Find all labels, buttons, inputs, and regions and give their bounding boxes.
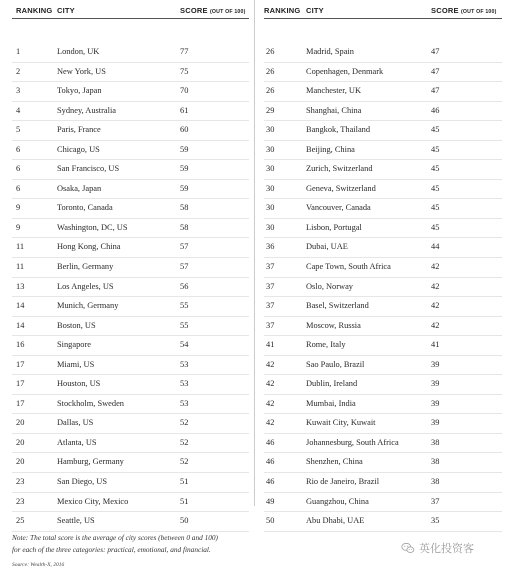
table-row bbox=[264, 219, 502, 239]
score-cell: 39 bbox=[431, 379, 440, 389]
table-row bbox=[12, 258, 249, 278]
city-cell: Lisbon, Portugal bbox=[306, 222, 362, 232]
score-cell: 61 bbox=[180, 105, 189, 115]
city-cell: Madrid, Spain bbox=[306, 47, 354, 56]
table-row bbox=[12, 512, 249, 532]
city-cell: Los Angeles, US bbox=[57, 281, 114, 291]
rank-cell: 17 bbox=[16, 359, 25, 369]
rank-cell: 20 bbox=[16, 437, 25, 447]
rank-cell: 42 bbox=[266, 379, 275, 389]
score-cell: 51 bbox=[180, 496, 189, 506]
header-score-label: SCORE bbox=[431, 6, 459, 15]
table-row bbox=[264, 356, 502, 376]
table-row bbox=[12, 395, 249, 415]
city-cell: Beijing, China bbox=[306, 144, 355, 154]
score-cell: 53 bbox=[180, 379, 189, 389]
table-row bbox=[264, 493, 502, 513]
rank-cell: 6 bbox=[16, 144, 21, 154]
score-cell: 53 bbox=[180, 398, 189, 408]
watermark bbox=[401, 540, 474, 556]
header-score-label: SCORE bbox=[180, 6, 208, 15]
rank-cell: 16 bbox=[16, 340, 25, 350]
city-cell: Sao Paulo, Brazil bbox=[306, 359, 365, 369]
city-cell: Abu Dhabi, UAE bbox=[306, 516, 365, 526]
score-cell: 38 bbox=[431, 437, 440, 447]
city-cell: Miami, US bbox=[57, 359, 95, 369]
rank-cell: 20 bbox=[16, 457, 25, 467]
table-row bbox=[264, 512, 502, 532]
table-header bbox=[264, 0, 502, 19]
rank-cell: 46 bbox=[266, 477, 275, 487]
table-row bbox=[264, 375, 502, 395]
city-cell: Chicago, US bbox=[57, 144, 100, 154]
city-cell: Dallas, US bbox=[57, 418, 94, 428]
table-row bbox=[264, 160, 502, 180]
wechat-icon bbox=[401, 541, 415, 555]
score-cell: 52 bbox=[180, 457, 189, 467]
table-row bbox=[264, 82, 502, 102]
city-cell: Tokyo, Japan bbox=[57, 86, 102, 96]
city-cell: Mexico City, Mexico bbox=[57, 496, 129, 506]
city-cell: Shanghai, China bbox=[306, 105, 362, 115]
table-row bbox=[12, 453, 249, 473]
rank-cell: 37 bbox=[266, 281, 275, 291]
city-cell: Stockholm, Sweden bbox=[57, 398, 124, 408]
rank-cell: 4 bbox=[16, 105, 21, 115]
table-row bbox=[12, 43, 249, 63]
table-row bbox=[12, 473, 249, 493]
score-cell: 45 bbox=[431, 144, 440, 154]
score-cell: 42 bbox=[431, 262, 440, 272]
score-cell: 38 bbox=[431, 457, 440, 467]
rank-cell: 41 bbox=[266, 340, 275, 350]
rank-cell: 46 bbox=[266, 457, 275, 467]
city-cell: Moscow, Russia bbox=[306, 320, 361, 330]
rank-cell: 11 bbox=[16, 242, 25, 252]
score-cell: 70 bbox=[180, 86, 189, 96]
header-ranking: RANKING bbox=[264, 6, 301, 15]
score-cell: 47 bbox=[431, 47, 440, 56]
table-row bbox=[12, 434, 249, 454]
rank-cell: 30 bbox=[266, 203, 275, 213]
city-cell: Hamburg, Germany bbox=[57, 457, 124, 467]
rank-cell: 14 bbox=[16, 320, 25, 330]
score-cell: 55 bbox=[180, 320, 189, 330]
footnote bbox=[12, 532, 342, 556]
rank-cell: 17 bbox=[16, 398, 25, 408]
rank-cell: 42 bbox=[266, 418, 275, 428]
score-cell: 39 bbox=[431, 359, 440, 369]
table-row bbox=[264, 199, 502, 219]
score-cell: 45 bbox=[431, 164, 440, 174]
city-cell: San Diego, US bbox=[57, 477, 108, 487]
city-cell: Atlanta, US bbox=[57, 437, 97, 447]
table-row bbox=[12, 180, 249, 200]
rank-cell: 9 bbox=[16, 203, 21, 213]
score-cell: 37 bbox=[431, 496, 440, 506]
score-cell: 42 bbox=[431, 301, 440, 311]
rank-cell: 49 bbox=[266, 496, 275, 506]
rank-cell: 3 bbox=[16, 86, 21, 96]
table-row bbox=[12, 82, 249, 102]
table-row bbox=[264, 297, 502, 317]
city-cell: Paris, France bbox=[57, 125, 101, 135]
score-cell: 51 bbox=[180, 477, 189, 487]
table-body bbox=[264, 43, 502, 532]
city-cell: Boston, US bbox=[57, 320, 96, 330]
score-cell: 58 bbox=[180, 203, 189, 213]
rank-cell: 30 bbox=[266, 222, 275, 232]
header-score bbox=[180, 6, 246, 15]
table-row bbox=[12, 493, 249, 513]
table-row bbox=[264, 180, 502, 200]
score-cell: 47 bbox=[431, 86, 440, 96]
table-row bbox=[12, 317, 249, 337]
table-row bbox=[12, 160, 249, 180]
table-row bbox=[264, 141, 502, 161]
city-cell: London, UK bbox=[57, 47, 100, 56]
score-cell: 39 bbox=[431, 418, 440, 428]
score-cell: 45 bbox=[431, 203, 440, 213]
table-row bbox=[12, 238, 249, 258]
header-score-sub: (OUT OF 100) bbox=[209, 9, 246, 15]
rank-cell: 20 bbox=[16, 418, 25, 428]
table-row bbox=[12, 375, 249, 395]
score-cell: 42 bbox=[431, 320, 440, 330]
city-cell: Toronto, Canada bbox=[57, 203, 113, 213]
table-row bbox=[264, 63, 502, 83]
table-row bbox=[264, 121, 502, 141]
ranking-table-left bbox=[12, 0, 249, 532]
rank-cell: 11 bbox=[16, 262, 25, 272]
header-city: CITY bbox=[57, 6, 75, 15]
table-row bbox=[264, 317, 502, 337]
score-cell: 58 bbox=[180, 222, 189, 232]
rank-cell: 37 bbox=[266, 262, 275, 272]
rank-cell: 42 bbox=[266, 398, 275, 408]
city-cell: Dublin, Ireland bbox=[306, 379, 358, 389]
city-cell: Johannesburg, South Africa bbox=[306, 437, 399, 447]
rank-cell: 42 bbox=[266, 359, 275, 369]
watermark-text: 英化投资客 bbox=[419, 542, 474, 555]
rank-cell: 50 bbox=[266, 516, 275, 526]
score-cell: 59 bbox=[180, 183, 189, 193]
table-row bbox=[12, 336, 249, 356]
rank-cell: 23 bbox=[16, 477, 25, 487]
city-cell: Vancouver, Canada bbox=[306, 203, 371, 213]
rank-cell: 17 bbox=[16, 379, 25, 389]
score-cell: 47 bbox=[431, 66, 440, 76]
city-cell: Shenzhen, China bbox=[306, 457, 363, 467]
city-cell: Basel, Switzerland bbox=[306, 301, 369, 311]
rank-cell: 36 bbox=[266, 242, 275, 252]
score-cell: 59 bbox=[180, 144, 189, 154]
score-cell: 50 bbox=[180, 516, 189, 526]
city-cell: Oslo, Norway bbox=[306, 281, 353, 291]
ranking-table-right bbox=[264, 0, 502, 532]
city-cell: Kuwait City, Kuwait bbox=[306, 418, 376, 428]
score-cell: 59 bbox=[180, 164, 189, 174]
score-cell: 39 bbox=[431, 398, 440, 408]
city-cell: Zurich, Switzerland bbox=[306, 164, 373, 174]
header-score bbox=[431, 6, 497, 15]
rank-cell: 30 bbox=[266, 125, 275, 135]
table-row bbox=[264, 278, 502, 298]
rank-cell: 5 bbox=[16, 125, 21, 135]
table-row bbox=[12, 356, 249, 376]
table-row bbox=[264, 453, 502, 473]
rank-cell: 2 bbox=[16, 66, 21, 76]
table-row bbox=[12, 278, 249, 298]
rank-cell: 46 bbox=[266, 437, 275, 447]
score-cell: 45 bbox=[431, 125, 440, 135]
city-cell: Copenhagen, Denmark bbox=[306, 66, 384, 76]
score-cell: 77 bbox=[180, 47, 189, 56]
city-cell: Mumbai, India bbox=[306, 398, 356, 408]
score-cell: 45 bbox=[431, 183, 440, 193]
score-cell: 38 bbox=[431, 477, 440, 487]
city-cell: Guangzhou, China bbox=[306, 496, 369, 506]
city-cell: Rio de Janeiro, Brazil bbox=[306, 477, 380, 487]
score-cell: 53 bbox=[180, 359, 189, 369]
table-row bbox=[264, 434, 502, 454]
rank-cell: 6 bbox=[16, 164, 21, 174]
table-row bbox=[264, 258, 502, 278]
rank-cell: 13 bbox=[16, 281, 25, 291]
table-row bbox=[264, 336, 502, 356]
city-cell: San Francisco, US bbox=[57, 164, 120, 174]
score-cell: 75 bbox=[180, 66, 189, 76]
city-cell: Seattle, US bbox=[57, 516, 95, 526]
header-ranking: RANKING bbox=[16, 6, 53, 15]
score-cell: 42 bbox=[431, 281, 440, 291]
table-row bbox=[12, 297, 249, 317]
table-row bbox=[12, 414, 249, 434]
city-cell: Osaka, Japan bbox=[57, 183, 102, 193]
table-row bbox=[12, 63, 249, 83]
city-cell: Sydney, Australia bbox=[57, 105, 117, 115]
rank-cell: 37 bbox=[266, 320, 275, 330]
city-cell: Bangkok, Thailand bbox=[306, 125, 371, 135]
rank-cell: 26 bbox=[266, 86, 275, 96]
table-body bbox=[12, 43, 249, 532]
city-cell: Berlin, Germany bbox=[57, 262, 114, 272]
header-city: CITY bbox=[306, 6, 324, 15]
city-cell: Dubai, UAE bbox=[306, 242, 348, 252]
table-row bbox=[264, 43, 502, 63]
table-row bbox=[264, 102, 502, 122]
table-row bbox=[264, 395, 502, 415]
score-cell: 41 bbox=[431, 340, 440, 350]
score-cell: 52 bbox=[180, 437, 189, 447]
city-cell: Manchester, UK bbox=[306, 86, 362, 96]
table-row bbox=[264, 414, 502, 434]
rank-cell: 30 bbox=[266, 164, 275, 174]
table-row bbox=[12, 121, 249, 141]
rank-cell: 23 bbox=[16, 496, 25, 506]
table-row bbox=[264, 238, 502, 258]
rank-cell: 26 bbox=[266, 47, 275, 56]
score-cell: 52 bbox=[180, 418, 189, 428]
table-row bbox=[12, 141, 249, 161]
rank-cell: 6 bbox=[16, 183, 21, 193]
city-cell: Rome, Italy bbox=[306, 340, 346, 350]
score-cell: 57 bbox=[180, 242, 189, 252]
city-cell: Cape Town, South Africa bbox=[306, 262, 391, 272]
table-header bbox=[12, 0, 249, 19]
rank-cell: 14 bbox=[16, 301, 25, 311]
city-cell: Geneva, Switzerland bbox=[306, 183, 376, 193]
score-cell: 46 bbox=[431, 105, 440, 115]
rank-cell: 9 bbox=[16, 222, 21, 232]
rank-cell: 30 bbox=[266, 144, 275, 154]
city-cell: New York, US bbox=[57, 66, 106, 76]
rank-cell: 29 bbox=[266, 105, 275, 115]
city-cell: Washington, DC, US bbox=[57, 222, 128, 232]
rank-cell: 37 bbox=[266, 301, 275, 311]
footnote-line-1: Note: The total score is the average of city scores (between 0 and 100) bbox=[12, 533, 218, 542]
rank-cell: 25 bbox=[16, 516, 25, 526]
table-row bbox=[12, 219, 249, 239]
score-cell: 55 bbox=[180, 301, 189, 311]
rank-cell: 26 bbox=[266, 66, 275, 76]
score-cell: 44 bbox=[431, 242, 440, 252]
score-cell: 56 bbox=[180, 281, 189, 291]
score-cell: 45 bbox=[431, 222, 440, 232]
rank-cell: 1 bbox=[16, 47, 21, 56]
table-row bbox=[12, 199, 249, 219]
rank-cell: 30 bbox=[266, 183, 275, 193]
score-cell: 35 bbox=[431, 516, 440, 526]
city-cell: Hong Kong, China bbox=[57, 242, 121, 252]
source-note: Source: Wealth-X, 2016 bbox=[12, 562, 65, 568]
column-divider bbox=[254, 0, 255, 506]
footnote-line-2: for each of the three categories: practical, emotional, and financial. bbox=[12, 545, 211, 554]
score-cell: 54 bbox=[180, 340, 189, 350]
score-cell: 57 bbox=[180, 262, 189, 272]
table-row bbox=[264, 473, 502, 493]
score-cell: 60 bbox=[180, 125, 189, 135]
header-score-sub: (OUT OF 100) bbox=[460, 9, 497, 15]
city-cell: Houston, US bbox=[57, 379, 101, 389]
city-cell: Singapore bbox=[57, 340, 91, 350]
table-row bbox=[12, 102, 249, 122]
city-cell: Munich, Germany bbox=[57, 301, 119, 311]
